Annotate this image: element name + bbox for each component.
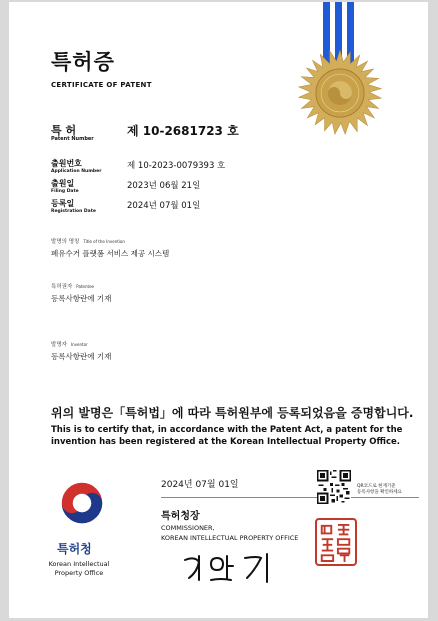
qr-code-icon[interactable] <box>317 470 351 504</box>
official-stamp <box>315 518 357 566</box>
application-number-label-en: Application Number <box>51 169 102 174</box>
commissioner-title-en <box>161 523 298 543</box>
office-name-en: Korean Intellectual Property Office <box>48 560 110 577</box>
patent-number: 제 10-2681723 호 <box>127 124 239 138</box>
filing-date-label: 출원일 <box>51 179 75 188</box>
patentee-value: 등록사항란에 기재 <box>51 294 112 303</box>
patentee-label-en: Patentee <box>76 284 95 289</box>
qr-instruction-line2: 등록사항을 확인하세요 <box>357 490 402 495</box>
inventor-label-ko: 발명자 <box>51 342 67 348</box>
gold-seal-icon <box>297 50 383 136</box>
certificate-title: 특허증 <box>51 50 115 74</box>
application-number-label: 출원번호 <box>51 159 82 168</box>
commissioner-title-en-line2: KOREAN INTELLECTUAL PROPERTY OFFICE <box>161 534 299 542</box>
inventor-value: 등록사항란에 기재 <box>51 352 112 361</box>
application-number-value: 제 10-2023-0079393 호 <box>127 161 226 171</box>
kipo-logo-icon <box>59 480 105 526</box>
inventor-label <box>51 340 88 348</box>
certification-statement-en: This is to certify that, in accordance with the Patent Act, a patent for the invention has been registered at the Korean Intellectual Property Office. <box>51 425 403 447</box>
issue-date: 2024년 07월 01일 <box>161 480 239 490</box>
inventor-label-en: Inventor <box>70 342 88 347</box>
registration-date-value: 2024년 07월 01일 <box>127 201 201 211</box>
office-name-ko: 특허청 <box>57 542 92 556</box>
patentee-label-ko: 특허권자 <box>51 284 73 290</box>
qr-instruction <box>357 484 402 496</box>
patentee-label <box>51 282 94 290</box>
certificate-page <box>9 2 428 618</box>
commissioner-title-en-line1: COMMISSIONER, <box>161 524 215 532</box>
patent-label: 특 허 <box>51 124 77 137</box>
registration-date-label: 등록일 <box>51 199 75 208</box>
registration-date-label-en: Registration Date <box>51 209 96 214</box>
stamp-seal-icon <box>317 520 355 564</box>
invention-title-label-en: Title of the Invention <box>83 239 125 244</box>
signature-divider <box>161 497 419 498</box>
certificate-subtitle: CERTIFICATE OF PATENT <box>51 81 152 89</box>
patent-label-en: Patent Number <box>51 136 94 142</box>
filing-date-label-en: Filing Date <box>51 189 79 194</box>
invention-title-value: 폐유수거 플랫폼 서비스 제공 시스템 <box>51 249 170 258</box>
filing-date-value: 2023년 06월 21일 <box>127 181 201 191</box>
invention-title-label-ko: 발명의 명칭 <box>51 239 80 245</box>
certification-statement-ko: 위의 발명은「특허법」에 따라 특허원부에 등록되었음을 증명합니다. <box>51 406 414 420</box>
commissioner-signature <box>181 550 281 586</box>
qr-instruction-line1: QR코드로 현재기준 <box>357 484 396 489</box>
invention-title-label <box>51 237 125 245</box>
commissioner-title: 특허청장 <box>161 511 200 522</box>
